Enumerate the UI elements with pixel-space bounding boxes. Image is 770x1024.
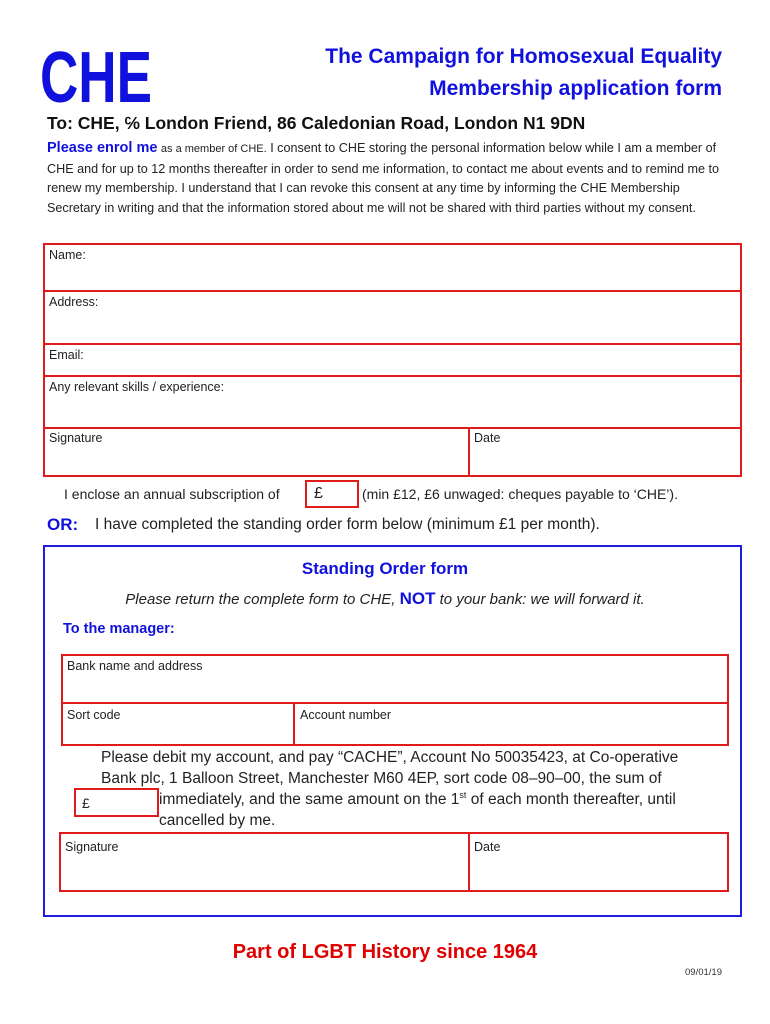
date-field[interactable] — [470, 429, 740, 475]
instructions-text-start: Please return the complete form to CHE, — [125, 591, 396, 608]
postal-address: To: CHE, ℅ London Friend, 86 Caledonian Road, London N1 9DN — [47, 113, 586, 133]
debit-line-1: Please debit my account, and pay “CACHE”, Account No 50035423, at Co-operative — [101, 749, 679, 766]
signature-field[interactable] — [45, 429, 468, 475]
debit-line-3-start: immediately, and the same amount on the 1 — [159, 791, 460, 808]
debit-line-4: cancelled by me. — [159, 812, 276, 829]
account-number-field[interactable] — [295, 704, 727, 744]
so-signature-field[interactable] — [61, 834, 468, 890]
bank-name-label: Bank name and address — [67, 659, 203, 673]
bank-name-field[interactable] — [63, 656, 727, 702]
svg-text:CHE: CHE — [40, 38, 152, 118]
ordinal-suffix: st — [459, 789, 467, 800]
address-field[interactable] — [45, 292, 740, 343]
pound-sign: £ — [82, 795, 90, 811]
debit-line-3 — [101, 789, 741, 810]
address-label: Address: — [49, 295, 99, 309]
debit-amount-field[interactable] — [74, 788, 159, 817]
sort-code-field[interactable] — [63, 704, 293, 744]
standing-order-option-text: I have completed the standing order form below (minimum £1 per month). — [95, 516, 600, 533]
debit-instruction — [101, 747, 741, 831]
email-field[interactable] — [45, 345, 740, 375]
form-date-code: 09/01/19 — [685, 967, 722, 978]
skills-label: Any relevant skills / experience: — [49, 380, 225, 394]
standing-order-instructions — [0, 589, 770, 609]
consent-paragraph — [47, 139, 727, 218]
subscription-amount-field[interactable] — [305, 480, 359, 508]
so-date-label: Date — [474, 840, 501, 854]
email-label: Email: — [49, 348, 84, 362]
history-tagline: Part of LGBT History since 1964 — [232, 941, 538, 963]
debit-line-3-end: of each month thereafter, until — [470, 791, 676, 808]
so-date-field[interactable] — [470, 834, 727, 890]
consent-text: I consent to CHE storing the personal information below while I am a member of CHE and for up to 12 months thereafter in order to send me information, to contact me about events and to remind me to renew my membership. I understand that I can revoke this consent at any time by informing the CHE Membership Secretary in writing and that the information stored about me will not be shared with third parties without my consent. — [47, 141, 720, 215]
form-subtitle: Membership application form — [429, 77, 722, 100]
subscription-text: I enclose an annual subscription of — [64, 486, 280, 502]
signature-label: Signature — [49, 431, 103, 445]
member-details-form — [43, 243, 742, 477]
instructions-text-end: to your bank: we will forward it. — [439, 591, 645, 608]
che-logo — [40, 38, 155, 118]
or-label: OR: — [47, 515, 79, 534]
account-number-label: Account number — [300, 708, 392, 722]
enrol-heading: Please enrol me — [47, 140, 158, 156]
date-label: Date — [474, 431, 501, 445]
standing-order-title: Standing Order form — [301, 559, 469, 578]
name-label: Name: — [49, 248, 86, 262]
subscription-minimum-note: (min £12, £6 unwaged: cheques payable to ‘CHE’). — [362, 486, 678, 502]
to-manager-heading: To the manager: — [63, 621, 175, 637]
so-signature-label: Signature — [65, 840, 119, 854]
bank-details-form — [61, 654, 729, 746]
standing-order-signature-form — [59, 832, 729, 892]
member-phrase: as a member of CHE. — [160, 143, 267, 155]
name-field[interactable] — [45, 245, 740, 290]
debit-line-2: Bank plc, 1 Balloon Street, Manchester M60 4EP, sort code 08–90–00, the sum of — [101, 770, 662, 787]
instructions-not-emphasis: NOT — [399, 589, 436, 608]
page-title: The Campaign for Homosexual Equality — [325, 45, 722, 68]
sort-code-label: Sort code — [67, 708, 121, 722]
skills-field[interactable] — [45, 377, 740, 427]
pound-sign: £ — [314, 485, 323, 502]
